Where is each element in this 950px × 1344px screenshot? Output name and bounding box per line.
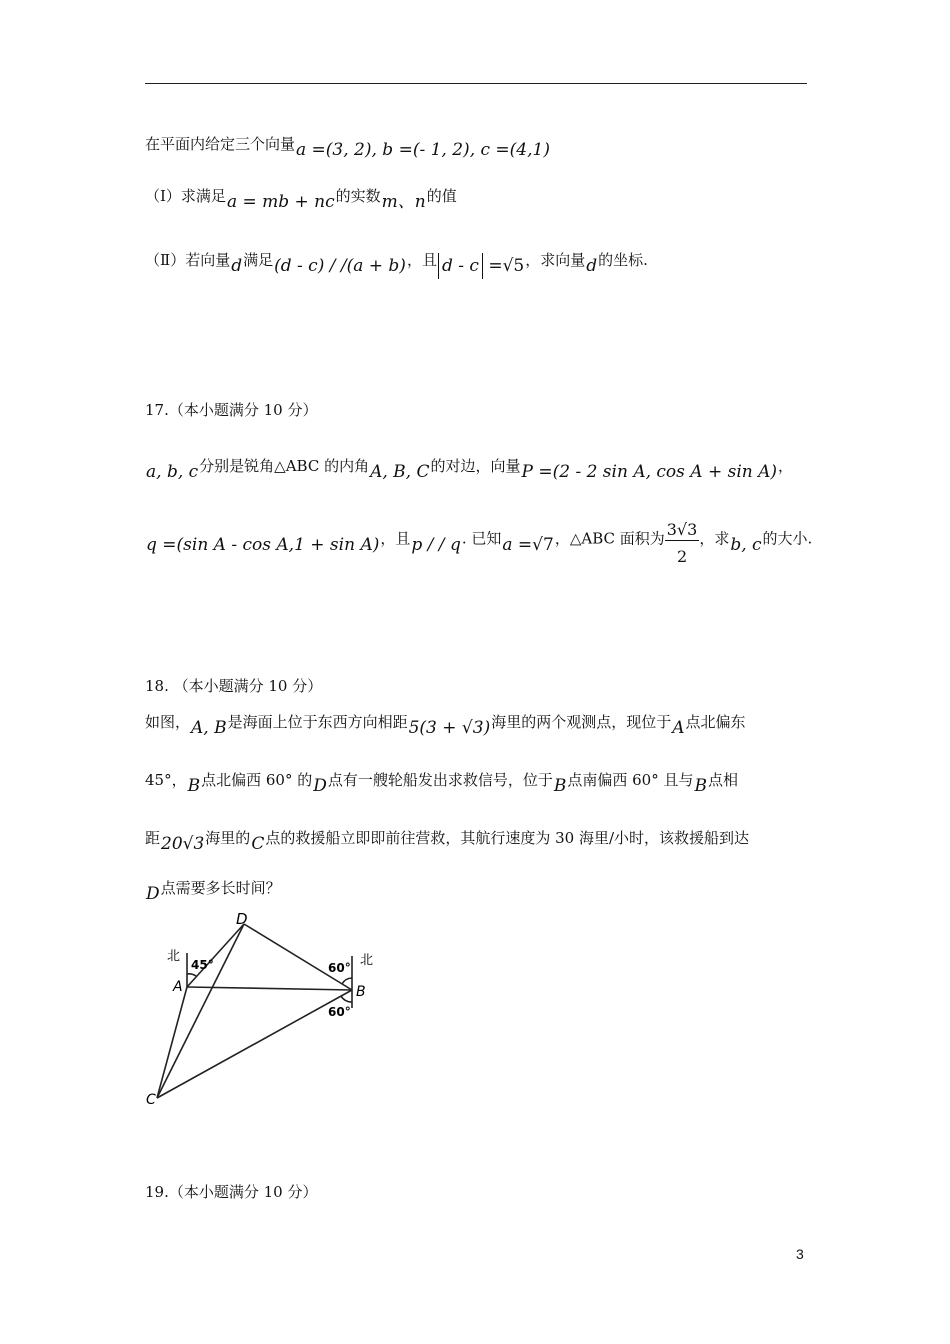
part2-eq: = — [488, 256, 503, 276]
part1-math: a = mb + nc — [226, 192, 335, 212]
q17-t2: 的对边，向量 — [430, 457, 521, 475]
q18-dist-ab: 5(3 + √3) — [408, 718, 491, 738]
angle-label-b-bottom: 60° — [328, 1005, 351, 1019]
intro-math: a =(3, 2), b =(- 1, 2), c =(4,1) — [296, 140, 550, 160]
q18-line3 — [145, 828, 750, 854]
q18-l4-d: D — [146, 884, 160, 904]
part1-end: 的值 — [426, 187, 457, 205]
intro-line — [145, 134, 551, 160]
angle-arc-b-bottom — [341, 996, 352, 1002]
part2-comma: ，且 — [406, 251, 437, 269]
q18-line2 — [145, 770, 739, 796]
segment-db — [244, 924, 352, 990]
page-number: 3 — [796, 1246, 804, 1262]
part1-label: （Ⅰ）求满足 — [145, 187, 226, 205]
part1-line — [145, 186, 457, 212]
part2-label: （Ⅱ）若向量 — [145, 251, 231, 269]
angle-arc-a — [187, 974, 196, 976]
q18-l2-b: B — [187, 776, 201, 796]
q17-l2-t5: 的大小. — [762, 529, 813, 548]
part2-var-d2: d — [586, 256, 598, 276]
q18-l3-t2: 海里的 — [205, 829, 251, 847]
part2-tail: ，求向量 — [525, 251, 586, 269]
q18-l2-t4: 点南偏西 60° 且与 — [567, 771, 694, 789]
label-a: A — [173, 979, 183, 995]
label-c: C — [146, 1092, 156, 1108]
header-rule — [145, 83, 807, 84]
q17-frac-den: 2 — [676, 547, 688, 566]
q17-vars: a, b, c — [146, 462, 199, 482]
part2-sqrt5: √5 — [502, 256, 525, 276]
label-d: D — [236, 910, 248, 928]
part2-line — [145, 250, 648, 276]
part2-abs — [437, 256, 525, 276]
q18-l2-t1: 45°， — [145, 771, 187, 789]
intro-text: 在平面内给定三个向量 — [145, 135, 296, 153]
q18-l1-t2: 是海面上位于东西方向相距 — [227, 713, 408, 731]
q18-l3-t1: 距 — [145, 829, 161, 847]
segment-bc — [157, 990, 352, 1098]
q18-line4 — [145, 878, 281, 904]
q17-header: 17.（本小题满分 10 分） — [145, 401, 318, 419]
q17-line1 — [145, 456, 794, 482]
segment-da — [187, 924, 244, 987]
q18-l1-a: A — [672, 718, 685, 738]
q17-l2-t4: ，求 — [699, 529, 730, 548]
q18-l2-d: D — [313, 776, 327, 796]
navigation-figure — [140, 908, 390, 1108]
q17-frac-num: 3√3 — [666, 520, 698, 539]
q18-header: 18. （本小题满分 10 分） — [145, 677, 323, 695]
q18-l2-b3: B — [694, 776, 707, 796]
q17-t1: 分别是锐角△ABC 的内角 — [199, 457, 370, 475]
q17-angles: A, B, C — [370, 462, 430, 482]
q17-a-eq: a = — [502, 534, 533, 555]
q19-header: 19.（本小题满分 10 分） — [145, 1183, 318, 1201]
segment-ac — [157, 987, 187, 1098]
part1-vars: m、n — [381, 192, 426, 212]
angle-label-a: 45° — [191, 958, 214, 972]
q18-l3-c: C — [251, 834, 265, 854]
q18-l4-t1: 点需要多长时间？ — [160, 879, 281, 897]
part1-mid: 的实数 — [335, 187, 381, 205]
q17-vector-p: P =(2 - 2 sin A, cos A + sin A) — [521, 462, 778, 482]
q17-a-value — [501, 535, 554, 555]
part2-end: 的坐标. — [598, 251, 648, 269]
q18-line1 — [145, 712, 746, 738]
q18-l3-t3: 点的救援船立即即前往营救，其航行速度为 30 海里/小时，该救援船到达 — [265, 829, 750, 847]
q17-l2-t2: . 已知 — [461, 529, 502, 548]
q17-area-fraction — [665, 520, 700, 567]
part2-abs-inner: d - c — [438, 253, 483, 279]
q17-vector-q: q =(sin A - cos A,1 + sin A) — [146, 534, 380, 555]
q17-bc: b, c — [730, 534, 762, 555]
q18-l2-t5: 点相 — [708, 771, 739, 789]
q17-sqrt7: √7 — [532, 534, 554, 555]
north-label-right: 北 — [360, 953, 374, 968]
q18-l1-t1: 如图， — [145, 713, 191, 731]
angle-arc-b-top — [342, 978, 352, 984]
q18-l1-t4: 点北偏东 — [685, 713, 746, 731]
north-label-left: 北 — [167, 949, 181, 964]
q18-l2-t2: 点北偏西 60° 的 — [201, 771, 313, 789]
q17-t3: ， — [778, 457, 794, 475]
q18-l2-b2: B — [553, 776, 567, 796]
part2-satisfy: 满足 — [243, 251, 274, 269]
q18-ab: A, B — [191, 718, 227, 738]
q18-dist-bc: 20√3 — [161, 834, 205, 854]
q18-l2-t3: 点有一艘轮船发出求救信号，位于 — [327, 771, 553, 789]
q17-l2-t3: ，△ABC 面积为 — [554, 529, 665, 548]
part2-condition: (d - c) / /(a + b) — [274, 256, 406, 276]
part2-var-d: d — [231, 256, 243, 276]
label-b: B — [356, 984, 366, 1000]
q17-l2-t1: ，且 — [380, 529, 411, 548]
q17-parallel: p / / q — [411, 534, 461, 555]
angle-label-b-top: 60° — [328, 961, 351, 975]
q18-l1-t3: 海里的两个观测点，现位于 — [491, 713, 672, 731]
q17-line2 — [145, 516, 813, 566]
